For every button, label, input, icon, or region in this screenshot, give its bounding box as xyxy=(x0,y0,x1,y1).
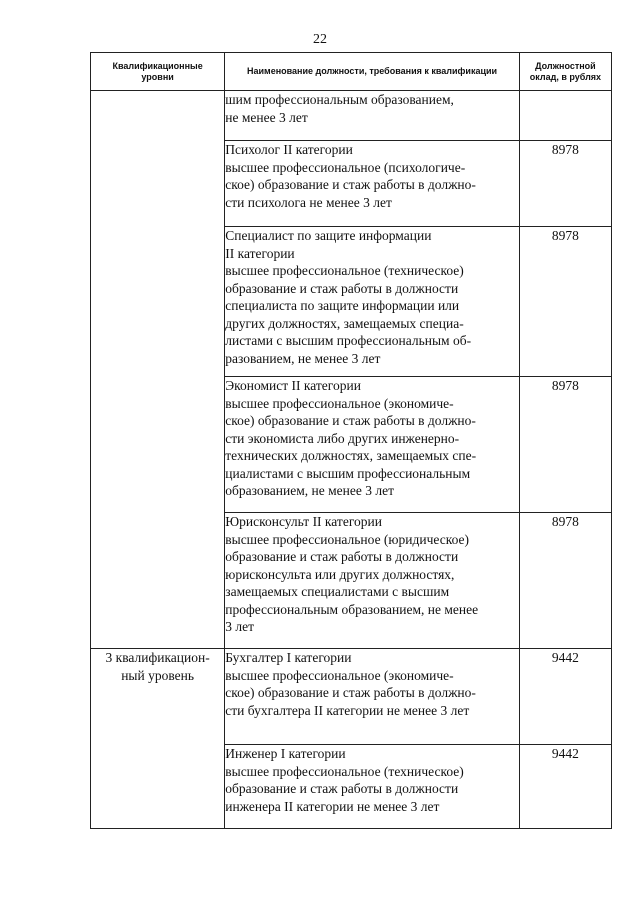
position-cell: Юрисконсульт II категории высшее профессиональное (юридическое) образование и стаж работы в должности юрисконсульта или других должностях, замещаемых специалистами с высшим профессиональным образованием, не менее 3 лет xyxy=(225,513,520,649)
level-cell-2 xyxy=(91,91,225,649)
qualification-table xyxy=(90,52,612,829)
table-header-row xyxy=(91,53,612,91)
position-cell: Специалист по защите информации II категории высшее профессиональное (техническое) образование и стаж работы в должности специалиста по защите информации или других должностях, замещаемых специа- листами с высшим профессиональным об- разованием, не менее 3 лет xyxy=(225,227,520,377)
header-position: Наименование должности, требования к квалификации xyxy=(225,53,520,91)
level-cell-3: 3 квалификацион- ный уровень xyxy=(91,649,225,829)
salary-cell: 8978 xyxy=(519,513,611,649)
salary-cell: 8978 xyxy=(519,141,611,227)
salary-cell xyxy=(519,91,611,141)
page-number: 22 xyxy=(313,32,327,47)
position-cell: шим профессиональным образованием, не менее 3 лет xyxy=(225,91,520,141)
position-cell: Экономист II категории высшее профессиональное (экономиче- ское) образование и стаж работы в должно- сти экономиста либо других инженерно- технических должностях, замещаемых спе- циалистами с высшим профессиональным образованием, не менее 3 лет xyxy=(225,377,520,513)
salary-cell: 8978 xyxy=(519,377,611,513)
position-cell: Инженер I категории высшее профессиональное (техническое) образование и стаж работы в должности инженера II категории не менее 3 лет xyxy=(225,745,520,829)
header-level: Квалификационные уровни xyxy=(91,53,225,91)
table-row xyxy=(91,91,612,141)
salary-cell: 9442 xyxy=(519,745,611,829)
salary-cell: 8978 xyxy=(519,227,611,377)
position-cell: Бухгалтер I категории высшее профессиональное (экономиче- ское) образование и стаж работы в должно- сти бухгалтера II категории не менее 3 лет xyxy=(225,649,520,745)
header-salary: Должностной оклад, в рублях xyxy=(519,53,611,91)
table-row xyxy=(91,649,612,745)
position-cell: Психолог II категории высшее профессиональное (психологиче- ское) образование и стаж работы в должно- сти психолога не менее 3 лет xyxy=(225,141,520,227)
salary-cell: 9442 xyxy=(519,649,611,745)
